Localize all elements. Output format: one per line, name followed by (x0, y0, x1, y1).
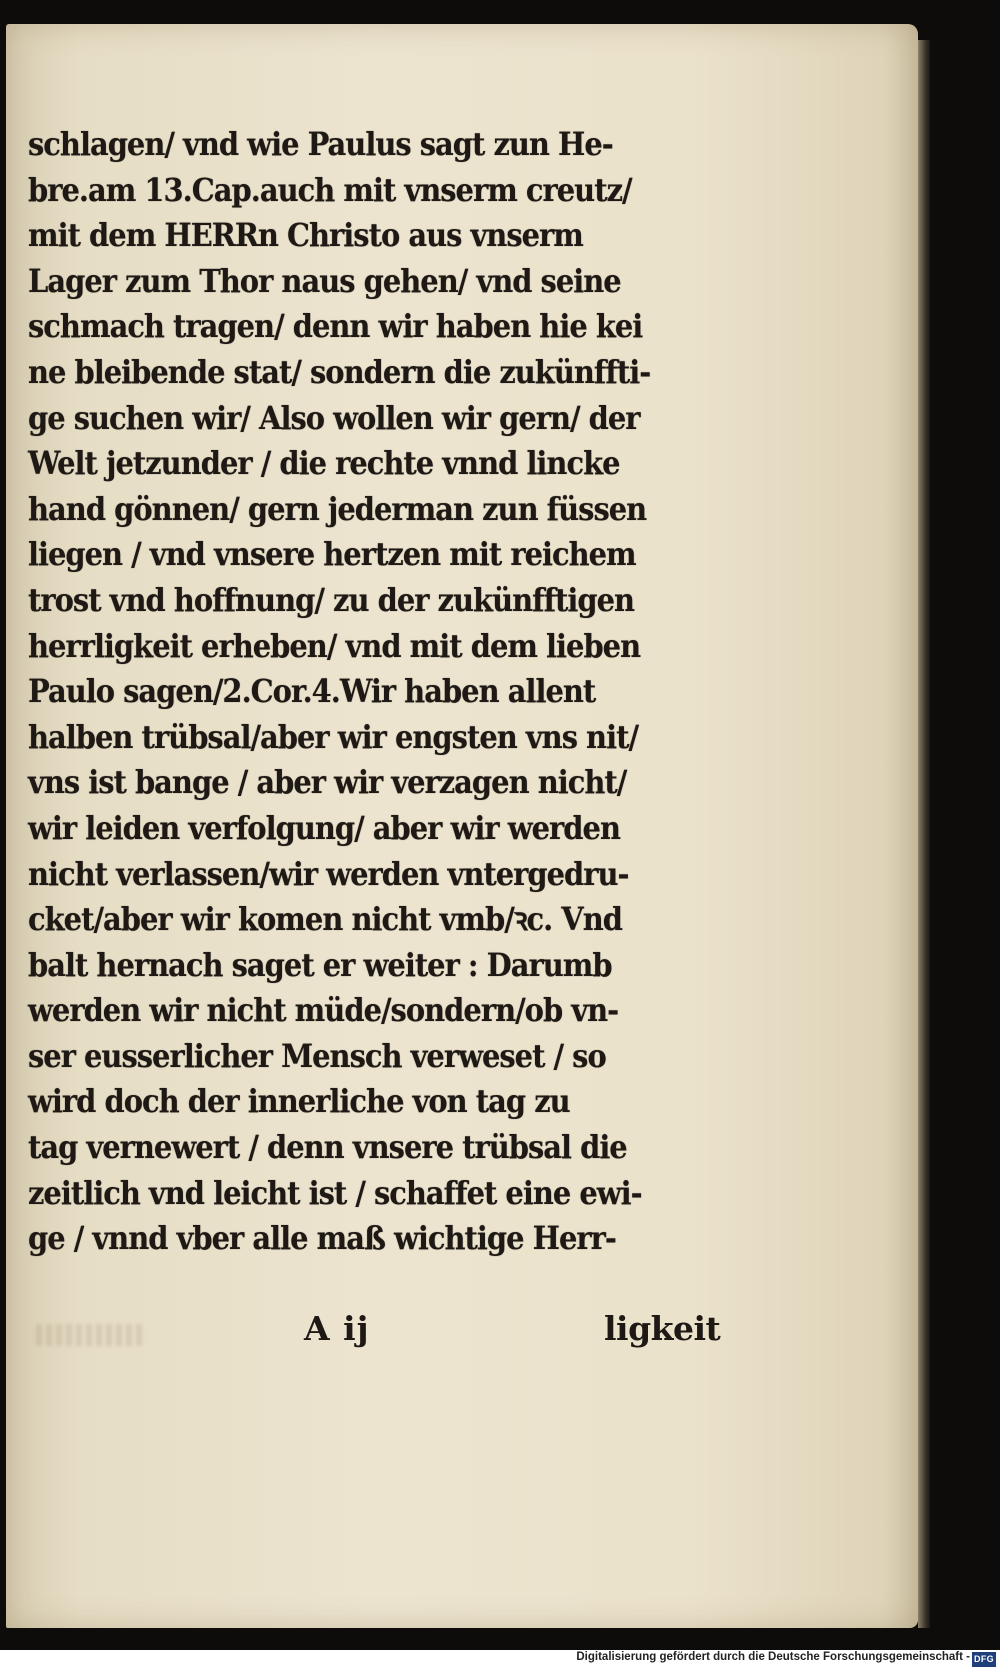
text-line: tag vernewert / denn vnsere trübsal die (28, 1128, 627, 1167)
text-line: schmach tragen/ denn wir haben hie kei (28, 307, 643, 346)
text-line: ge / vnnd vber alle maß wichtige Herr- (28, 1219, 616, 1258)
page-edge-shadow (918, 40, 930, 1628)
signature-mark: A ij (304, 1309, 370, 1348)
text-line: balt hernach saget er weiter : Darumb (28, 945, 612, 984)
text-line: vns ist bange / aber wir verzagen nicht/ (28, 763, 627, 802)
page-footer (6, 1309, 936, 1359)
text-line: cket/aber wir komen nicht vmb/ꝛc. Vnd (28, 900, 623, 939)
text-line: werden wir nicht müde/sondern/ob vn- (28, 991, 619, 1030)
dfg-logo-icon: DFG (972, 1652, 996, 1667)
text-line: zeitlich vnd leicht ist / schaffet eine ewi- (28, 1173, 642, 1212)
catchword: ligkeit (604, 1309, 721, 1348)
book-page (6, 24, 918, 1628)
text-line: wir leiden verfolgung/ aber wir werden (28, 808, 620, 847)
text-line: liegen / vnd vnsere hertzen mit reichem (28, 535, 636, 574)
credit-bar (0, 1650, 1000, 1671)
text-line: hand gönnen/ gern jederman zun füssen (28, 489, 647, 528)
funding-credit: Digitalisierung gefördert durch die Deutsche Forschungsgemeinschaft - (576, 1651, 970, 1663)
text-line: bre.am 13.Cap.auch mit vnserm creutz/ (28, 170, 632, 209)
text-line: wird doch der innerliche von tag zu (28, 1082, 570, 1121)
text-line: ne bleibende stat/ sondern die zukünffti- (28, 352, 651, 391)
text-line: nicht verlassen/wir werden vntergedru- (28, 854, 629, 893)
text-line: ge suchen wir/ Also wollen wir gern/ der (28, 398, 640, 437)
text-line: halben trübsal/aber wir engsten vns nit/ (28, 717, 639, 756)
text-line: Lager zum Thor naus gehen/ vnd seine (28, 261, 621, 300)
text-line: trost vnd hoffnung/ zu der zukünfftigen (28, 580, 635, 619)
text-block (28, 122, 758, 1262)
text-line: mit dem HERRn Christo aus vnserm (28, 216, 583, 255)
text-line: herrligkeit erheben/ vnd mit dem lieben (28, 626, 641, 665)
text-line: ser eusserlicher Mensch verweset / so (28, 1036, 606, 1075)
text-line: Paulo sagen/2.Cor.4.Wir haben allent (28, 672, 596, 711)
text-line: schlagen/ vnd wie Paulus sagt zun He- (28, 125, 613, 163)
text-line: Welt jetzunder / die rechte vnnd lincke (28, 444, 620, 483)
